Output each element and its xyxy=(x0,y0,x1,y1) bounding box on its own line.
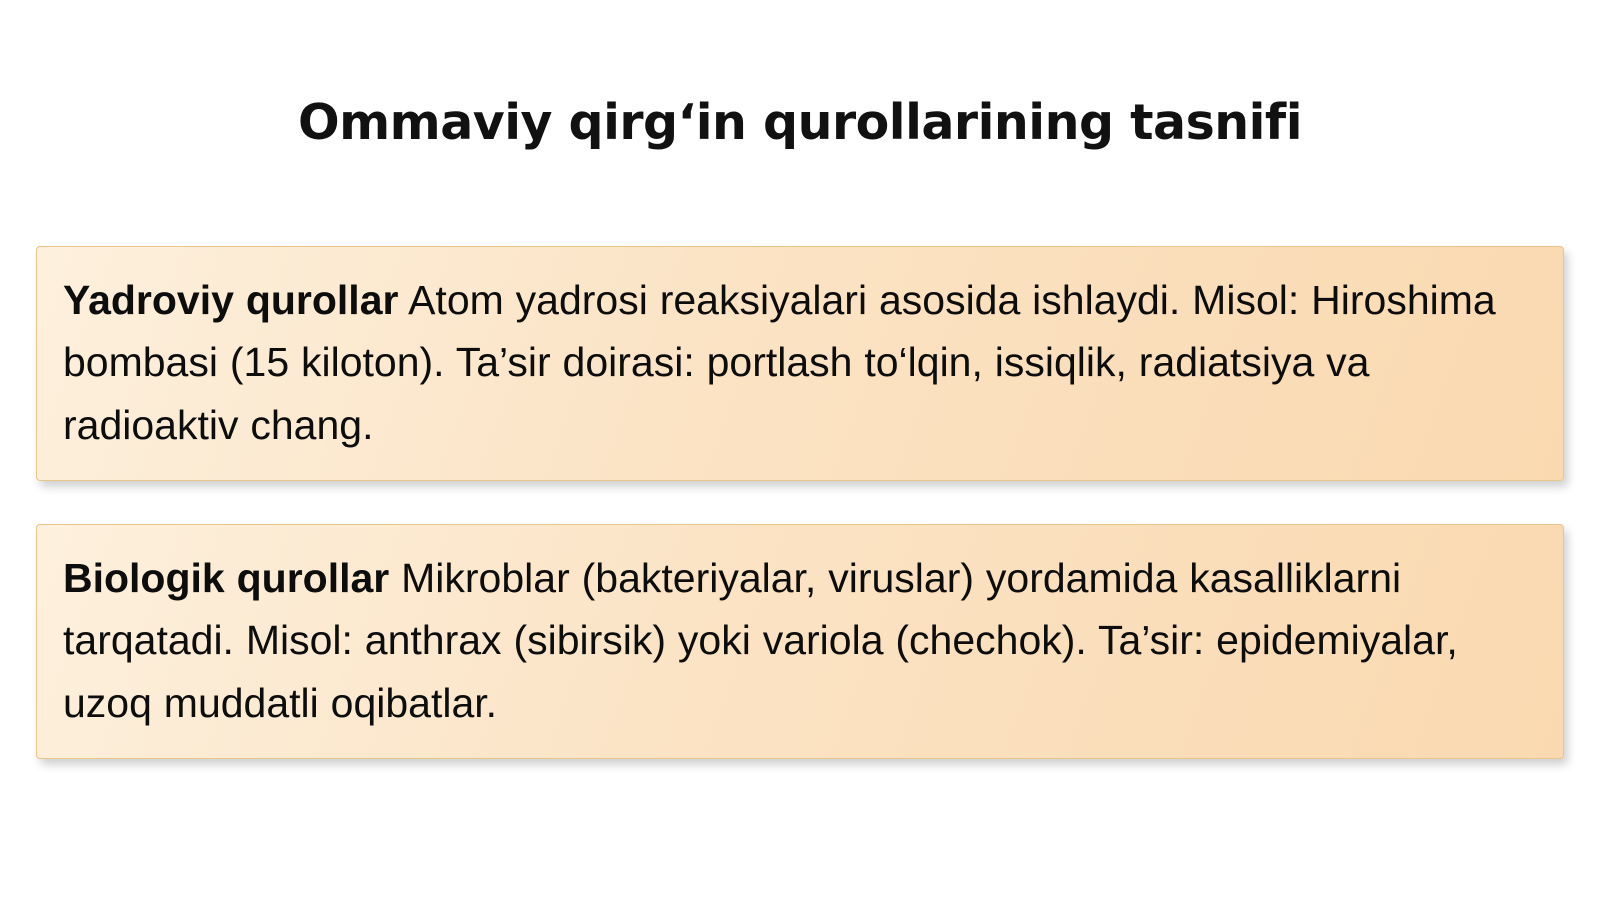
card-description: Mikroblar (bakteriyalar, viruslar) yordamida kasalliklarni tarqatadi. Misol: anthrax (sibirsik) yoki variola (chechok). Ta’sir: epidemiyalar, uzoq muddatli oqibatlar. xyxy=(63,555,1458,726)
page-title: Ommaviy qirg‘in qurollarining tasnifi xyxy=(297,94,1303,151)
card-paragraph xyxy=(63,269,1537,456)
card-term: Biologik qurollar xyxy=(63,555,390,601)
content-card-biological xyxy=(36,524,1564,759)
card-paragraph xyxy=(63,547,1537,734)
card-term: Yadroviy qurollar xyxy=(63,277,399,323)
content-card-nuclear xyxy=(36,246,1564,481)
card-description: Atom yadrosi reaksiyalari asosida ishlaydi. Misol: Hiroshima bombasi (15 kiloton). Ta’sir doirasi: portlash to‘lqin, issiqlik, radiatsiya va radioaktiv chang. xyxy=(63,277,1496,448)
